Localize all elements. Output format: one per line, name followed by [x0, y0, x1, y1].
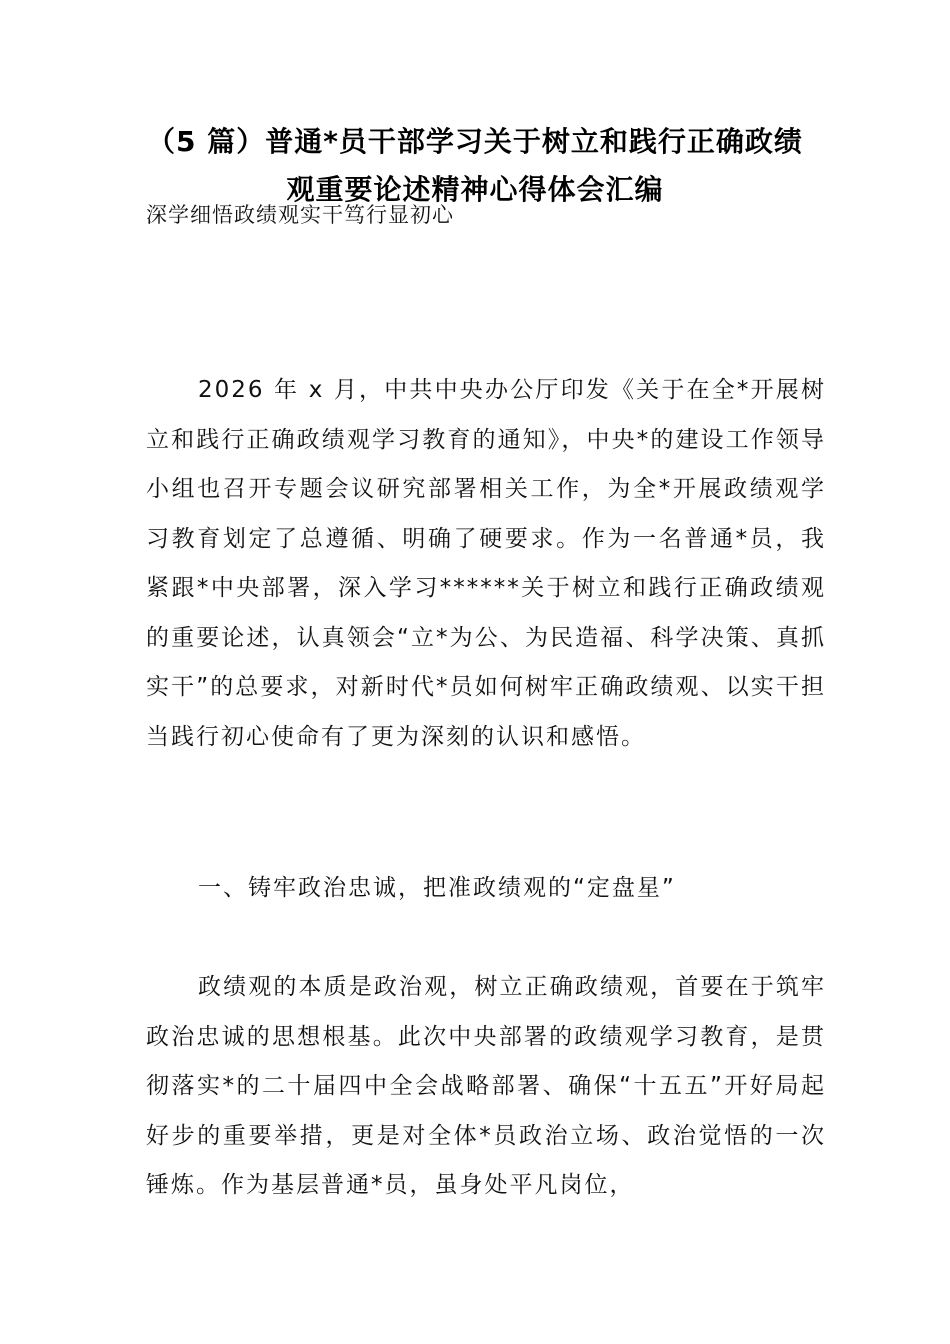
section-1-paragraph: 政绩观的本质是政治观，树立正确政绩观，首要在于筑牢政治忠诚的思想根基。此次中央部署的政绩观学习教育，是贯彻落实*的二十届四中全会战略部署、确保“十五五”开好局起好步的重要举措，更是对全体*员政治立场、政治觉悟的一次锤炼。作为基层普通*员，虽身处平凡岗位， — [146, 974, 826, 1198]
document-title-line-1: （5 篇）普通*员干部学习关于树立和践行正确政绩 — [147, 125, 803, 158]
document-title-line-2: 观重要论述精神心得体会汇编 — [286, 173, 664, 206]
intro-paragraph: 2026 年 x 月，中共中央办公厅印发《关于在全*开展树立和践行正确政绩观学习教育的通知》，中央*的建设工作领导小组也召开专题会议研究部署相关工作，为全*开展政绩观学习教育划定了总遵循、明确了硬要求。作为一名普通*员，我紧跟*中央部署，深入学习******关于树立和践行正确政绩观的重要论述，认真领会“立*为公、为民造福、科学决策、真抓实干”的总要求，对新时代*员如何树牢正确政绩观、以实干担当践行初心使命有了更为深刻的认识和感悟。 — [146, 377, 826, 750]
section-heading-1: 一、铸牢政治忠诚，把准政绩观的“定盘星” — [198, 875, 676, 901]
article-subtitle: 深学细悟政绩观实干笃行显初心 — [146, 203, 454, 227]
